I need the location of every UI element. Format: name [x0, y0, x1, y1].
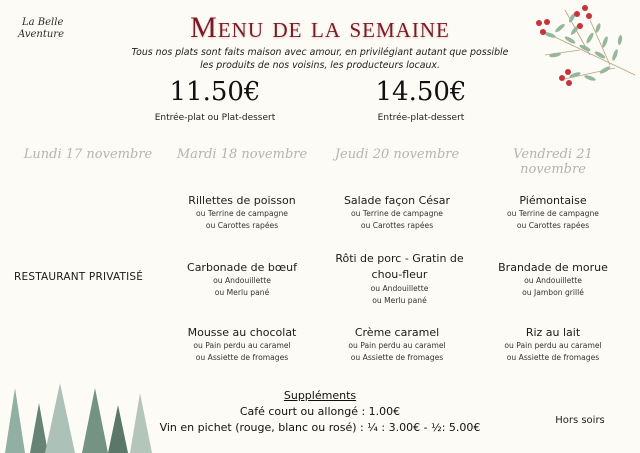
dish-main: Piémontaise	[519, 194, 587, 207]
tuesday-dessert	[167, 325, 317, 364]
friday-dessert	[478, 325, 628, 364]
dish-alt: ou Assiette de fromages	[350, 353, 444, 362]
day-header-monday: Lundi 17 novembre	[23, 147, 153, 162]
dish-main: Mousse au chocolat	[187, 326, 297, 339]
logo-line-1: La Belle	[22, 17, 64, 28]
dish-alt: ou Assiette de fromages	[506, 353, 600, 362]
page-title: Menu de la semaine	[190, 11, 450, 44]
day-header-friday: Vendredi 21 novembre	[513, 147, 593, 177]
thursday-starter	[322, 193, 472, 232]
dish-alt: ou Terrine de campagne	[196, 209, 288, 218]
dish-alt: ou Merlu pané	[372, 296, 427, 305]
supplements-title: Suppléments	[283, 389, 357, 402]
dish-alt: ou Carottes rapées	[360, 221, 434, 230]
dish-main: Crème caramel	[354, 326, 440, 339]
dish-alt: ou Andouillette	[524, 276, 582, 285]
tuesday-plate	[167, 260, 317, 299]
price-three-courses: 14.50€	[375, 77, 467, 107]
logo-line-2: Aventure	[18, 29, 64, 40]
thursday-plate	[322, 251, 477, 307]
dish-alt: ou Carottes rapées	[516, 221, 590, 230]
berry-branch-icon	[520, 0, 640, 90]
dish-main: Salade façon César	[343, 194, 451, 207]
friday-starter	[478, 193, 628, 232]
dish-alt: ou Jambon grillé	[522, 288, 584, 297]
monday-closed-notice: RESTAURANT PRIVATISÉ	[14, 271, 144, 283]
dish-alt: ou Terrine de campagne	[351, 209, 443, 218]
day-header-tuesday: Mardi 18 novembre	[176, 147, 308, 162]
supplements-note: Hors soirs	[555, 415, 605, 426]
subtitle-line-1: Tous nos plats sont faits maison avec amour, en privilégiant autant que possible	[131, 47, 509, 58]
dish-alt: ou Pain perdu au caramel	[193, 341, 291, 350]
dish-alt: ou Pain perdu au caramel	[348, 341, 446, 350]
friday-plate	[478, 260, 628, 299]
dish-main: Riz au lait	[525, 326, 581, 339]
dish-main: Carbonade de bœuf	[187, 261, 297, 274]
day-header-thursday: Jeudi 20 novembre	[334, 147, 460, 162]
dish-alt: ou Assiette de fromages	[195, 353, 289, 362]
price-two-courses-label: Entrée-plat ou Plat-dessert	[154, 113, 276, 123]
supplement-coffee: Café court ou allongé : 1.00€	[239, 405, 401, 418]
dish-alt: ou Terrine de campagne	[507, 209, 599, 218]
dish-alt: ou Andouillette	[213, 276, 271, 285]
price-three-courses-label: Entrée-plat-dessert	[377, 113, 465, 123]
subtitle-line-2: les produits de nos voisins, les producteurs locaux.	[200, 60, 440, 71]
dish-main: Rôti de porc - Gratin de chou-fleur	[335, 252, 464, 281]
supplement-wine: Vin en pichet (rouge, blanc ou rosé) : ¼ : 3.00€ - ½: 5.00€	[159, 421, 481, 434]
price-two-courses: 11.50€	[169, 77, 261, 107]
dish-alt: ou Pain perdu au caramel	[504, 341, 602, 350]
pine-trees-icon	[0, 383, 160, 453]
dish-main: Rillettes de poisson	[188, 194, 296, 207]
tuesday-starter	[167, 193, 317, 232]
dish-main: Brandade de morue	[498, 261, 608, 274]
dish-alt: ou Merlu pané	[214, 288, 270, 297]
dish-alt: ou Andouillette	[370, 284, 429, 293]
dish-alt: ou Carottes rapées	[205, 221, 279, 230]
thursday-dessert	[322, 325, 472, 364]
